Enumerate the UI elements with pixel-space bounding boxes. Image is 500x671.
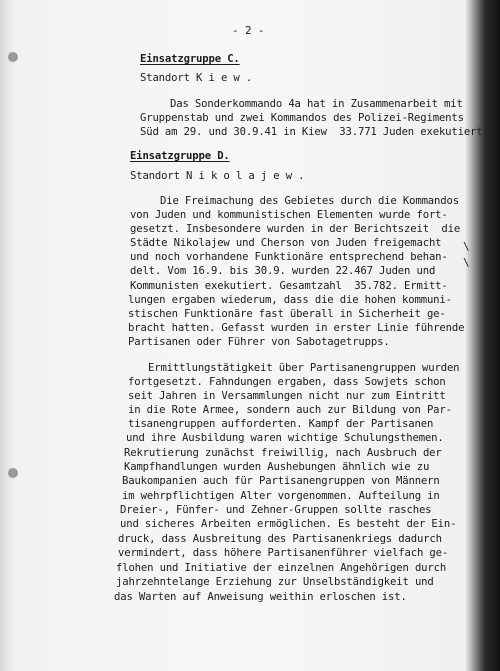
text-line: Ermittlungstätigkeit über Partisanengruppen wurden xyxy=(148,362,460,374)
text-line: Gruppenstab und zwei Kommandos des Polizei-Regiments xyxy=(140,112,464,124)
text-line: lungen ergaben wiederum, dass die die hohen kommuni- xyxy=(128,294,452,306)
page-number: - 2 - xyxy=(232,24,265,37)
text-line: Die Freimachung des Gebietes durch die Kommandos xyxy=(160,195,459,207)
text-line: Kommunisten exekutiert. Gesamtzahl 35.782. Ermitt- xyxy=(130,280,448,292)
text-line: tisanengruppen aufforderten. Kampf der Partisanen xyxy=(128,418,434,430)
text-line: jahrzehntelange Erziehung zur Unselbständigkeit und xyxy=(116,576,434,588)
text-line: von Juden und kommunistischen Elementen wurde fort- xyxy=(130,209,448,221)
text-line: gesetzt. Insbesondere wurden in der Berichtszeit die xyxy=(130,223,461,235)
section-c-location: Standort K i e w . xyxy=(140,72,253,84)
section-d-heading: Einsatzgruppe D. xyxy=(130,150,230,162)
text-line: druck, dass Ausbreitung des Partisanenkriegs dadurch xyxy=(118,533,442,545)
text-line: Das Sonderkommando 4a hat in Zusammenarbeit mit xyxy=(170,98,463,110)
text-line: Städte Nikolajew und Cherson von Juden freigemacht xyxy=(130,237,442,249)
text-line: in die Rote Armee, sondern auch zur Bildung von Par- xyxy=(128,404,452,416)
text-line: und noch vorhandene Funktionäre entsprechend behan- xyxy=(130,251,448,263)
text-line: flohen und Initiative der einzelnen Angehörigen durch xyxy=(116,562,447,574)
margin-mark: \ xyxy=(463,256,470,269)
text-line: vermindert, dass höhere Partisanenführer vielfach ge- xyxy=(118,547,449,559)
section-c-heading: Einsatzgruppe C. xyxy=(140,53,240,65)
text-line: Rekrutierung zunächst freiwillig, nach Ausbruch der xyxy=(124,447,442,459)
text-line: im wehrpflichtigen Alter vorgenommen. Aufteilung in xyxy=(122,490,440,502)
section-d-location: Standort N i k o l a j e w . xyxy=(130,170,305,182)
text-line: bracht hatten. Gefasst wurden in erster Linie führende xyxy=(128,322,465,334)
text-line: Dreier-, Fünfer- und Zehner-Gruppen sollte rasches xyxy=(120,504,432,516)
text-line: und ihre Ausbildung waren wichtige Schulungsthemen. xyxy=(126,432,444,444)
text-line: Partisanen oder Führer von Sabotagetrupps. xyxy=(128,336,390,348)
margin-mark: \ xyxy=(463,240,470,253)
text-line: Kampfhandlungen wurden Aushebungen ähnlich wie zu xyxy=(124,461,430,473)
text-line: und sicheres Arbeiten ermöglichen. Es besteht der Ein- xyxy=(120,518,457,530)
text-line: seit Jahren in Versammlungen nicht nur zum Eintritt xyxy=(128,390,446,402)
text-line: Süd am 29. und 30.9.41 in Kiew 33.771 Juden exekutiert. xyxy=(140,126,489,138)
punch-hole xyxy=(8,52,18,62)
text-line: delt. Vom 16.9. bis 30.9. wurden 22.467 Juden und xyxy=(130,265,436,277)
text-line: fortgesetzt. Fahndungen ergaben, dass Sowjets schon xyxy=(128,376,446,388)
text-line: stischen Funktionäre fast überall in Sicherheit ge- xyxy=(128,308,446,320)
text-line: das Warten auf Anweisung weithin erloschen ist. xyxy=(114,591,407,603)
text-line: Baukompanien auch für Partisanengruppen von Männern xyxy=(122,475,440,487)
punch-hole xyxy=(8,468,18,478)
